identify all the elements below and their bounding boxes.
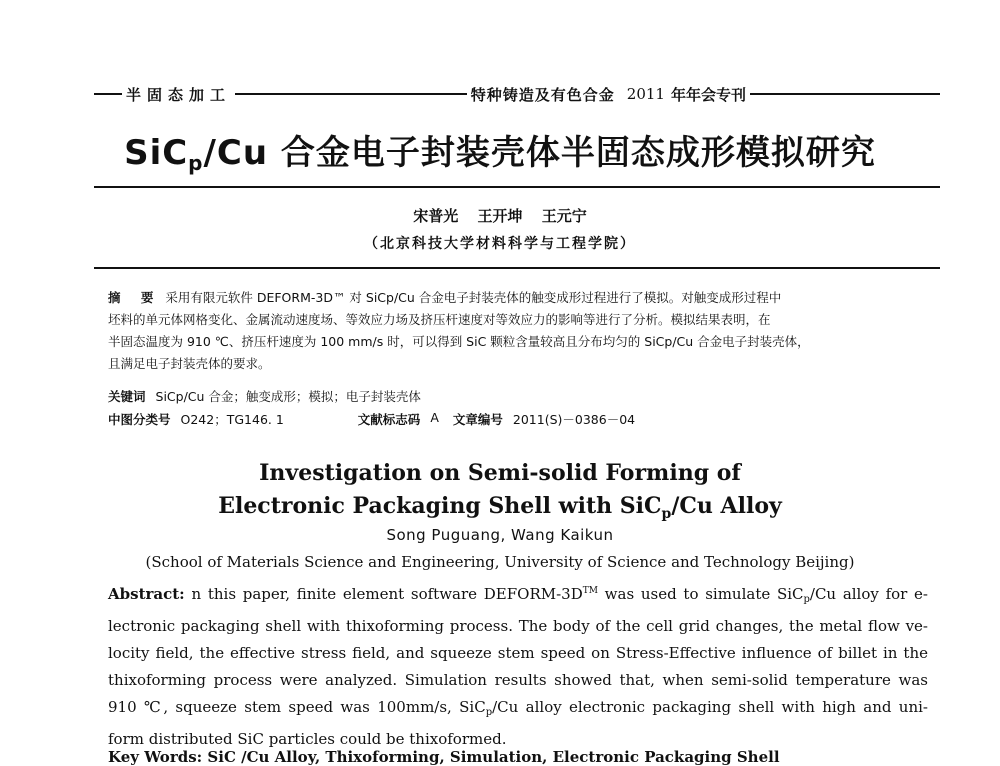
zh-abstract-line: 坯料的单元体网格变化、金属流动速度场、等效应力场及挤压杆速度对等效应力的影响等进行了分析。模拟结果表明，在 bbox=[108, 312, 771, 327]
english-title-line-2 bbox=[0, 493, 1000, 522]
en-abstract-text: was used to simulate SiC bbox=[597, 585, 804, 603]
english-abstract bbox=[108, 578, 928, 753]
article-id-value: 2011(S)－0386－04 bbox=[512, 412, 636, 427]
zh-abstract-line: 半固态温度为 910 ℃、挤压杆速度为 100 mm/s 时，可以得到 SiC 颗粒含量较高且分布均匀的 SiCp/Cu 合金电子封装壳体， bbox=[108, 334, 810, 349]
header-section: 半固态加工 bbox=[126, 85, 232, 104]
chinese-abstract bbox=[108, 287, 928, 375]
header-year: 2011 bbox=[626, 85, 665, 103]
english-keywords: Key Words: SiC /Cu Alloy, Thixoforming, Simulation, Electronic Packaging Shell bbox=[108, 748, 780, 766]
affiliation: （北京科技大学材料科学与工程学院） bbox=[364, 236, 636, 252]
zh-abstract-line bbox=[108, 287, 928, 309]
header-issue: 年年会专刊 bbox=[670, 85, 746, 104]
zh-abstract-line: 且满足电子封装壳体的要求。 bbox=[108, 356, 271, 371]
zh-keywords-value: SiCp/Cu 合金；触变成形；模拟；电子封装壳体 bbox=[155, 389, 421, 404]
title-rule bbox=[94, 186, 940, 188]
doc-code-value: A bbox=[430, 410, 439, 425]
en-title-prefix: Electronic Packaging Shell with SiC bbox=[218, 493, 662, 519]
en-abstract-line: locity field, the effective stress field, and squeeze stem speed on Stress-Effective influence of billet in the bbox=[108, 644, 928, 662]
article-id-label: 文章编号 bbox=[452, 412, 503, 427]
header-journal: 特种铸造及有色合金 bbox=[470, 85, 615, 104]
header-rule-left bbox=[94, 93, 122, 95]
en-abstract-line: thixoforming process were analyzed. Simulation results showed that, when semi-solid temperature was bbox=[108, 671, 928, 689]
header-rule-right bbox=[750, 93, 940, 95]
en-abstract-text: 910 ℃, squeeze stem speed was 100mm/s, SiC bbox=[108, 698, 486, 716]
en-abstract-text: n this paper, finite element software DEFORM-3D bbox=[184, 585, 583, 603]
en-abstract-text: /Cu alloy electronic packaging shell with high and uni- bbox=[492, 698, 928, 716]
p-subscript: p bbox=[485, 707, 493, 718]
zh-keywords-label: 关键词 bbox=[108, 389, 146, 404]
abstract-rule bbox=[94, 267, 940, 269]
classification-line bbox=[108, 410, 928, 428]
en-abstract-line: lectronic packaging shell with thixoforming process. The body of the cell grid changes, the metal flow ve- bbox=[108, 617, 928, 635]
en-abstract-line bbox=[108, 578, 928, 613]
en-abstract-line: form distributed SiC particles could be thixoformed. bbox=[108, 730, 507, 748]
title-prefix: SiC bbox=[124, 133, 189, 173]
zh-abstract-text: 采用有限元软件 DEFORM-3D™ 对 SiCp/Cu 合金电子封装壳体的触变成形过程进行了模拟。对触变成形过程中 bbox=[165, 290, 782, 305]
title-subscript: p bbox=[188, 151, 204, 175]
en-title-subscript: p bbox=[661, 506, 672, 522]
clc-value: O242；TG146. 1 bbox=[180, 412, 284, 427]
p-subscript: p bbox=[803, 594, 810, 605]
paper-title bbox=[0, 125, 1000, 175]
running-header bbox=[94, 82, 940, 106]
en-abstract-text: /Cu alloy for e- bbox=[809, 585, 928, 603]
authors: 宋普光 王开坤 王元宁 bbox=[413, 207, 587, 225]
en-title-suffix: /Cu Alloy bbox=[671, 493, 782, 519]
chinese-keywords bbox=[108, 387, 928, 405]
tm-superscript: TM bbox=[582, 586, 598, 596]
title-suffix: /Cu 合金电子封装壳体半固态成形模拟研究 bbox=[203, 133, 876, 173]
header-rule-middle bbox=[235, 93, 467, 95]
en-abstract-line bbox=[108, 694, 928, 726]
en-abstract-label: Abstract: bbox=[108, 585, 185, 603]
doc-code-label: 文献标志码 bbox=[357, 412, 421, 427]
clc-label: 中图分类号 bbox=[108, 412, 171, 427]
english-title-line-1: Investigation on Semi-solid Forming of bbox=[259, 460, 741, 486]
english-affiliation: (School of Materials Science and Engineering, University of Science and Technology Beijing) bbox=[145, 553, 855, 571]
english-authors: Song Puguang, Wang Kaikun bbox=[386, 526, 614, 544]
zh-abstract-label: 摘 要 bbox=[108, 290, 162, 305]
